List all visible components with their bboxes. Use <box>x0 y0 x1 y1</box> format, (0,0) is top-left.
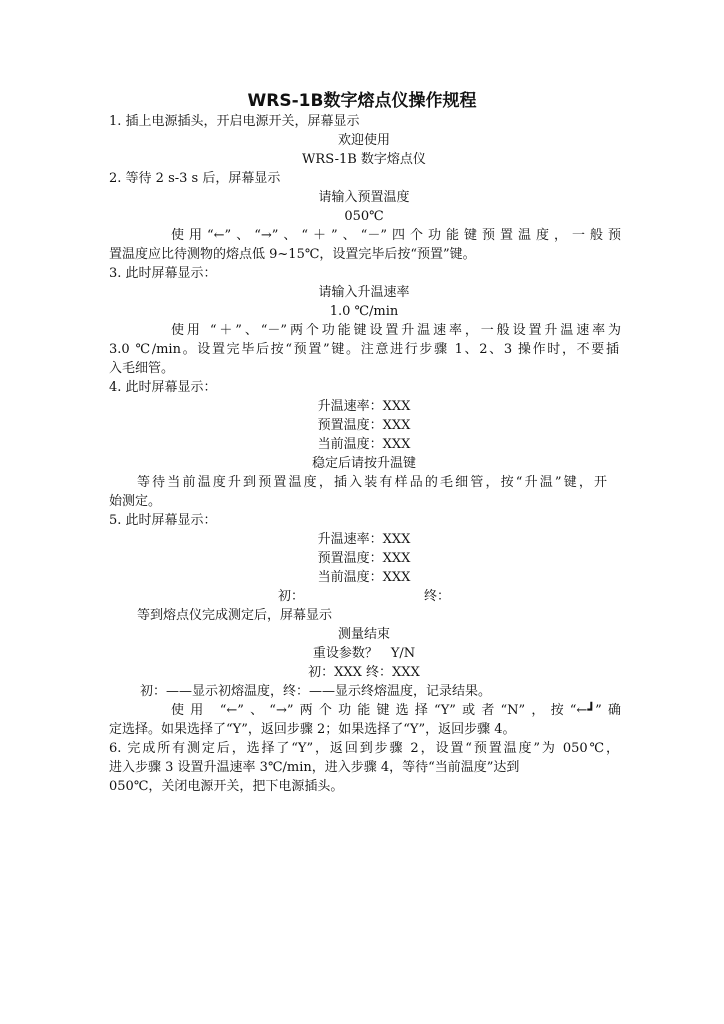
step-2-instruction: 使用“←”、“→”、“＋”、“－”四个功能键预置温度，一般预 <box>171 228 621 243</box>
screen-preset-readout-2: 预置温度：XXX <box>317 551 411 566</box>
screen-rate-readout: 升温速率：XXX <box>317 399 411 414</box>
screen-preset-readout: 预置温度：XXX <box>317 418 411 433</box>
step-3-instruction-end: 入毛细管。 <box>109 361 175 376</box>
step-3-instruction: 使用 “＋”、“－”两个功能键设置升温速率，一般设置升温速率为 <box>171 323 621 338</box>
screen-device-name: WRS-1B 数字熔点仪 <box>302 152 426 167</box>
screen-welcome: 欢迎使用 <box>337 133 390 148</box>
screen-rate-prompt: 请输入升温速率 <box>318 285 410 300</box>
screen-rate-readout-2: 升温速率：XXX <box>317 532 411 547</box>
step-5-key-instruction-cont: 定选择。如果选择了“Y”，返回步骤 2；如果选择了“Y”，返回步骤 4。 <box>109 722 516 737</box>
document-title: WRS-1B数字熔点仪操作规程 <box>247 91 477 111</box>
step-3-text: 3. 此时屏幕显示： <box>109 266 217 281</box>
step-3-instruction-cont: 3.0 ℃/min。设置完毕后按“预置”键。注意进行步骤 1、2、3 操作时，不要插 <box>109 342 619 357</box>
step-6-text-cont: 进入步骤 3 设置升温速率 3℃/min，进入步骤 4，等待“当前温度”达到 <box>109 760 520 775</box>
screen-reset-prompt: 重设参数？ Y/N <box>312 646 416 661</box>
screen-initial-label: 初： <box>277 589 304 604</box>
screen-measure-end: 测量结束 <box>337 627 390 642</box>
step-6-text: 6. 完成所有测定后，选择了“Y”，返回到步骤 2，设置“预置温度”为 050℃， <box>109 741 619 756</box>
screen-initial-final-row <box>109 587 619 606</box>
screen-stable-prompt: 稳定后请按升温键 <box>311 456 416 471</box>
step-4-instruction-cont: 始测定。 <box>109 494 162 509</box>
screen-current-readout-2: 当前温度：XXX <box>317 570 411 585</box>
screen-preset-value: 050℃ <box>344 209 384 224</box>
screen-result-readout: 初：XXX 终：XXX <box>308 665 420 680</box>
screen-preset-prompt: 请输入预置温度 <box>318 190 410 205</box>
step-2-text: 2. 等待 2 s-3 s 后，屏幕显示 <box>109 171 281 186</box>
step-5-key-instruction: 使用 “←”、“→”两个功能键选择“Y”或者“N”，按“←┛”确 <box>171 703 621 718</box>
result-explanation: 初：——显示初熔温度，终：——显示终熔温度，记录结果。 <box>140 684 492 699</box>
screen-current-readout: 当前温度：XXX <box>317 437 411 452</box>
step-5-instruction: 等到熔点仪完成测定后，屏幕显示 <box>137 608 333 623</box>
screen-rate-value: 1.0 ℃/min <box>329 304 399 319</box>
step-4-text: 4. 此时屏幕显示： <box>109 380 217 395</box>
step-4-instruction: 等待当前温度升到预置温度，插入装有样品的毛细管，按“升温”键，开 <box>137 475 607 490</box>
screen-final-label: 终： <box>424 589 451 604</box>
step-2-instruction-cont: 置温度应比待测物的熔点低 9~15℃，设置完毕后按“预置”键。 <box>109 247 476 262</box>
step-6-text-end: 050℃，关闭电源开关，把下电源插头。 <box>109 779 344 794</box>
step-5-text: 5. 此时屏幕显示： <box>109 513 217 528</box>
step-1-text: 1. 插上电源插头，开启电源开关，屏幕显示 <box>109 114 360 129</box>
